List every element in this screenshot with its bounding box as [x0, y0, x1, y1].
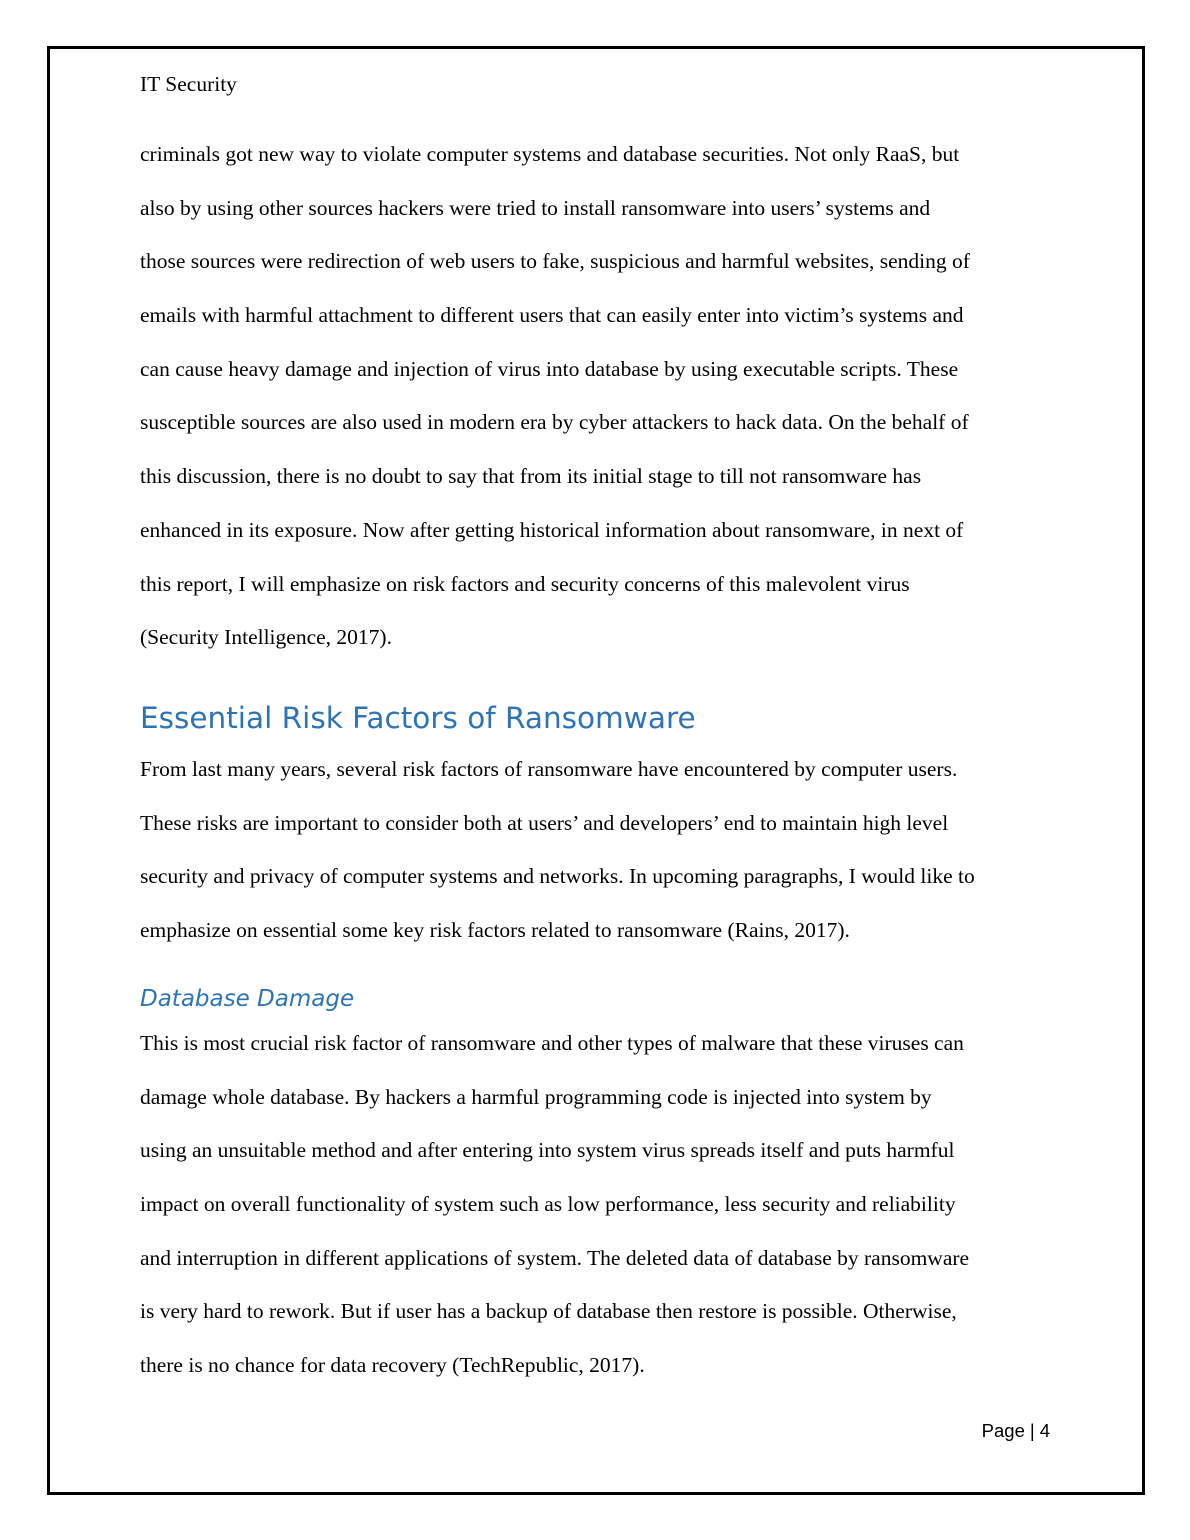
page-separator: | [1029, 1420, 1035, 1441]
text-line: using an unsuitable method and after entering into system virus spreads itself and puts harmful [140, 1138, 955, 1163]
text-line: and interruption in different applications of system. The deleted data of database by ransomware [140, 1245, 970, 1270]
text-line: criminals got new way to violate computer systems and database securities. Not only RaaS, but [140, 142, 960, 166]
text-line: damage whole database. By hackers a harmful programming code is injected into system by [140, 1084, 932, 1109]
text-line: security and privacy of computer systems and networks. In upcoming paragraphs, I would like to [140, 864, 975, 889]
text-line: susceptible sources are also used in modern era by cyber attackers to hack data. On the behalf of [140, 410, 969, 435]
heading-risk-factors: Essential Risk Factors of Ransomware [140, 701, 696, 735]
text-line: this discussion, there is no doubt to say that from its initial stage to till not ransomware has [140, 464, 922, 489]
text-line: emails with harmful attachment to different users that can easily enter into victim’s systems and [140, 303, 964, 328]
text-line: This is most crucial risk factor of ransomware and other types of malware that these viruses can [140, 1031, 964, 1055]
database-damage-paragraph [140, 1029, 1060, 1405]
text-line: impact on overall functionality of system such as low performance, less security and reliability [140, 1192, 956, 1217]
page-number: 4 [1039, 1420, 1050, 1441]
text-line: emphasize on essential some key risk factors related to ransomware (Rains, 2017). [140, 918, 850, 943]
text-line: can cause heavy damage and injection of virus into database by using executable scripts. These [140, 356, 959, 381]
text-line: there is no chance for data recovery (TechRepublic, 2017). [140, 1353, 645, 1378]
text-line: (Security Intelligence, 2017). [140, 625, 392, 650]
text-line: is very hard to rework. But if user has a backup of database then restore is possible. Otherwise, [140, 1299, 957, 1324]
risk-factors-paragraph [140, 755, 1060, 970]
heading-database-damage: Database Damage [140, 986, 355, 1012]
running-header: IT Security [140, 72, 237, 96]
text-line: These risks are important to consider both at users’ and developers’ end to maintain high level [140, 810, 949, 835]
intro-paragraph [140, 140, 1060, 677]
text-line: From last many years, several risk factors of ransomware have encountered by computer users. [140, 757, 958, 781]
text-line: also by using other sources hackers were tried to install ransomware into users’ systems and [140, 195, 931, 220]
page-label: Page [981, 1420, 1025, 1441]
text-line: enhanced in its exposure. Now after getting historical information about ransomware, in next of [140, 517, 964, 542]
page-footer [982, 1419, 1050, 1443]
text-line: this report, I will emphasize on risk factors and security concerns of this malevolent virus [140, 571, 910, 596]
text-line: those sources were redirection of web users to fake, suspicious and harmful websites, sending of [140, 249, 970, 274]
